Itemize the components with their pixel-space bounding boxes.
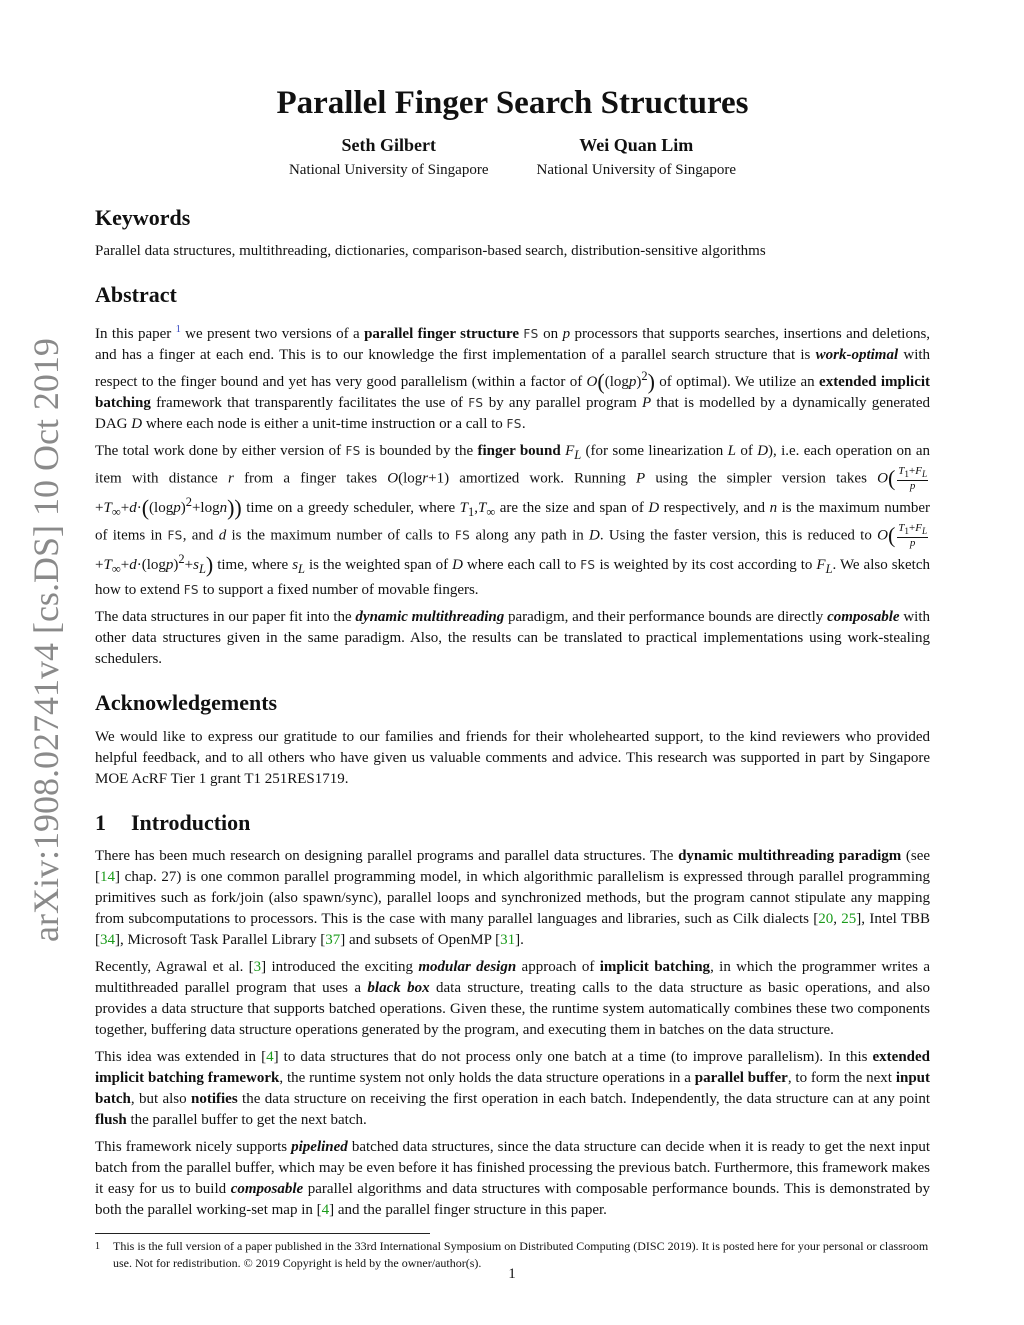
citation-link[interactable]: 4 (266, 1048, 274, 1065)
citation-link[interactable]: 37 (325, 931, 341, 948)
intro-paragraph-1: There has been much research on designing parallel programs and parallel data structures. The dynamic multithreading paradigm (see [14] chap. 27) is one common parallel programming model, in which algorithmic parallelism is expressed through parallel programming primitives such as fork/join (also spawn/sync), parallel loops and synchronized methods, but the program cannot stipulate any mapping from subcomputations to processors. This is the case with many parallel languages and libraries, such as Cilk dialects [20, 25], Intel TBB [34], Microsoft Task Parallel Library [37] and subsets of OpenMP [31]. (95, 847, 931, 948)
author-affiliation: National University of Singapore (536, 161, 737, 178)
author-1 (289, 135, 489, 181)
acknowledgements-text: We would like to express our gratitude to our families and friends for their wholehearted support, to the kind reviewers who provided helpful feedback, and to all others who have given us valuable comments and advice. This research was supported in part by Singapore MOE AcRF Tier 1 grant T1 251RES1719. (95, 728, 930, 787)
author-affiliation: National University of Singapore (288, 161, 489, 178)
citation-link[interactable]: 3 (253, 958, 262, 975)
citation-link[interactable]: 4 (321, 1201, 330, 1218)
keywords-text: Parallel data structures, multithreading, dictionaries, comparison-based search, distribution-sensitive algorithms (95, 243, 766, 260)
citation-link[interactable]: 14 (100, 868, 115, 885)
citation-link[interactable]: 25 (841, 910, 857, 927)
footnote-text: This is the full version of a paper published in the 33rd International Symposium on Distributed Computing (DISC 2019). It is posted here for your personal or classroom use. Not for redistribution. © 2019 Copyright is held by the owner/author(s). (113, 1238, 929, 1270)
citation-link[interactable]: 34 (100, 931, 115, 948)
abstract-paragraph-2: The total work done by either version of FS is bounded by the finger bound $F_L$ (for some linearization L of D), i.e. each operation on an item with distance r from a finger takes O(logr+1) amortized work. Running P using the simpler version takes O( $\frac{T_1+F_L}{p}$ $+T_\infty+d\cdot((\log p)^2+\log n)$) time on a greedy scheduler, where $T_1,T_\infty$ are the size and span of D respectively, and n is the maximum number of items in FS, and d is the maximum number of calls to FS along any path in D. Using the faster version, this is reduced to O( $\frac{T_1+F_L}{p}$ $+T_\infty+d\cdot(\log p)^2+s_L$) time, where $s_L$ is the weighted span of D where each call to FS is weighted by its cost according to $F_L$. We also sketch how to extend FS to support a fixed number of movable fingers. (95, 442, 931, 599)
keywords-heading: Keywords (95, 205, 191, 231)
citation-link[interactable]: 20 (818, 910, 834, 927)
abstract-heading: Abstract (95, 282, 177, 308)
author-block (95, 135, 930, 181)
intro-paragraph-2: Recently, Agrawal et al. [3] introduced the exciting modular design approach of implicit batching, in which the programmer writes a multithreaded parallel program that uses a black box data structure, treating calls to the data structure as basic operations, and also provides a data structure that supports batched operations. Given these, the runtime system automatically combines these two components together, buffering data structure operations generated by the program, and executing them in batches on the data structure. (95, 958, 930, 1038)
author-name: Seth Gilbert (341, 134, 436, 155)
fs-symbol: FS (523, 326, 539, 341)
intro-paragraph-4: This framework nicely supports pipelined batched data structures, since the data structure can decide when it is ready to get the next input batch from the parallel buffer, which may be even before it has finished processing the previous batch. Furthermore, this framework makes it easy for us to build composable parallel algorithms and data structures with composable performance bounds. This is demonstrated by both the parallel working-set map in [4] and the parallel finger structure in this paper. (95, 1138, 930, 1218)
page-number: 1 (508, 1266, 516, 1282)
paper-title: Parallel Finger Search Structures (276, 85, 749, 121)
acknowledgements-heading: Acknowledgements (95, 690, 278, 716)
abstract-paragraph-3: The data structures in our paper fit into the dynamic multithreading paradigm, and their performance bounds are directly composable with other data structures given in the same paradigm. Also, the results can be translated to practical implementations using work-stealing schedulers. (95, 609, 931, 668)
footnote-divider (95, 1233, 430, 1234)
intro-paragraph-3: This idea was extended in [4] to data structures that do not process only one batch at a time (to improve parallelism). In this extended implicit batching framework, the runtime system not only holds the data structure operations in a parallel buffer, to form the next input batch, but also notifies the data structure on receiving the first operation in each batch. Independently, the data structure can at any point flush the parallel buffer to get the next batch. (95, 1048, 931, 1128)
abstract-paragraph-1: In this paper $^1$ we present two versions of a parallel finger structure FS on p processors that supports searches, insertions and deletions, and has a finger at each end. This is to our knowledge the first implementation of a parallel search structure that is work-optimal with respect to the finger bound and yet has very good parallelism (within a factor of $O((\log p)^2)$ of optimal). We utilize an extended implicit batching framework that transparently facilitates the use of FS by any parallel program P that is modelled by a dynamically generated DAG D where each node is either a unit-time instruction or a call to FS. (95, 323, 931, 432)
footnote-ref[interactable]: 1 (175, 323, 181, 335)
footnote-mark: 1 (95, 1240, 100, 1252)
author-name: Wei Quan Lim (579, 134, 694, 155)
paper-page (95, 85, 930, 1272)
author-2 (537, 135, 737, 181)
citation-link[interactable]: 31 (500, 931, 516, 948)
arxiv-id: arXiv:1908.02741v4 [cs.DS] 10 Oct 2019 (26, 338, 66, 942)
section-number: 1 (95, 809, 106, 835)
introduction-heading: 1 Introduction (95, 809, 251, 835)
